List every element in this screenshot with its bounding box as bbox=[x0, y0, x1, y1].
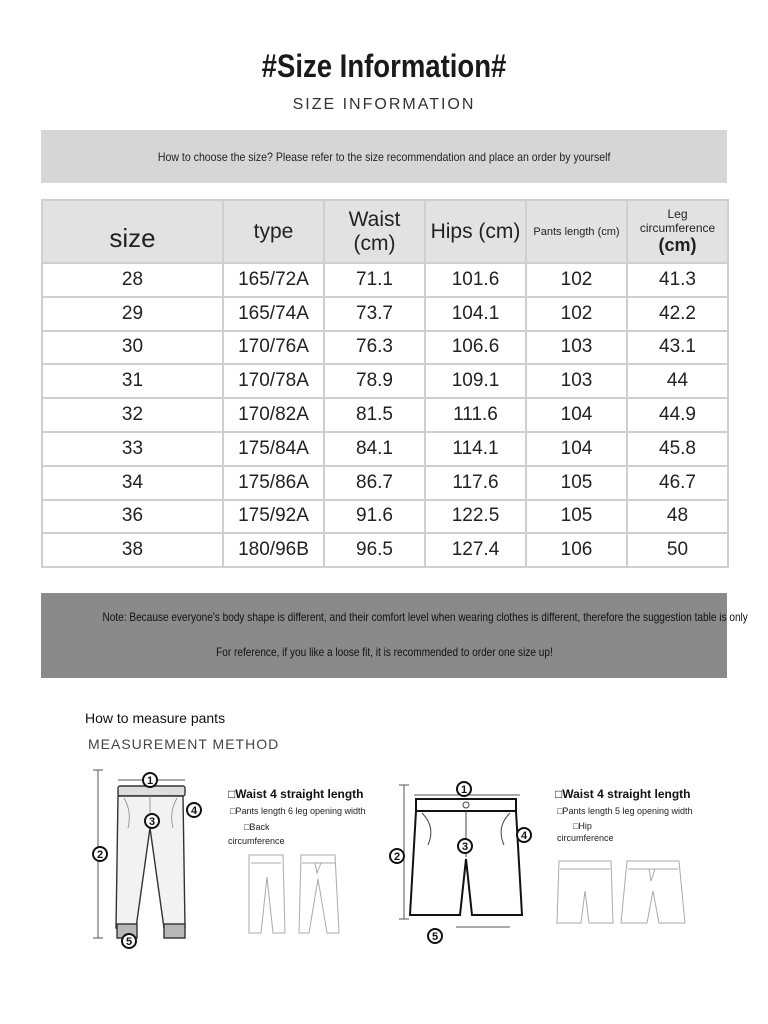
shorts-label-line4: circumference bbox=[557, 833, 614, 843]
shorts-measure-diagram bbox=[392, 783, 532, 933]
measure-method-title: MEASUREMENT METHOD bbox=[88, 736, 280, 752]
shorts-marker-3 bbox=[457, 838, 473, 854]
header-size: size bbox=[42, 200, 223, 263]
pants-label-line4: circumference bbox=[228, 836, 285, 846]
cell-hips: 127.4 bbox=[425, 533, 526, 567]
cell-hips: 104.1 bbox=[425, 297, 526, 331]
svg-text:3: 3 bbox=[148, 816, 156, 828]
cell-pants-length: 103 bbox=[526, 364, 627, 398]
cell-type: 170/82A bbox=[223, 398, 324, 432]
pants-marker-3 bbox=[144, 813, 160, 829]
cell-size: 30 bbox=[42, 331, 223, 365]
cell-type: 175/84A bbox=[223, 432, 324, 466]
cell-type: 165/74A bbox=[223, 297, 324, 331]
table-row bbox=[42, 331, 728, 365]
table-row bbox=[42, 500, 728, 534]
pants-marker-2 bbox=[92, 846, 108, 862]
cell-type: 180/96B bbox=[223, 533, 324, 567]
shorts-marker-2 bbox=[389, 848, 405, 864]
cell-size: 34 bbox=[42, 466, 223, 500]
header-leg-line3: (cm) bbox=[658, 235, 697, 255]
cell-leg: 48 bbox=[627, 500, 728, 534]
cell-waist: 76.3 bbox=[324, 331, 425, 365]
cell-hips: 122.5 bbox=[425, 500, 526, 534]
header-hips: Hips (cm) bbox=[425, 200, 526, 263]
pants-label-line3: □Back bbox=[244, 822, 270, 832]
cell-hips: 109.1 bbox=[425, 364, 526, 398]
cell-pants-length: 105 bbox=[526, 466, 627, 500]
intro-note-band bbox=[41, 130, 727, 183]
cell-type: 175/92A bbox=[223, 500, 324, 534]
cell-waist: 86.7 bbox=[324, 466, 425, 500]
cell-pants-length: 104 bbox=[526, 398, 627, 432]
cell-size: 32 bbox=[42, 398, 223, 432]
cell-pants-length: 102 bbox=[526, 297, 627, 331]
svg-text:4: 4 bbox=[190, 805, 198, 817]
cell-waist: 78.9 bbox=[324, 364, 425, 398]
svg-text:5: 5 bbox=[431, 931, 439, 943]
header-leg-line2: circumference bbox=[639, 221, 716, 235]
header-leg-line1: Leg bbox=[667, 207, 688, 221]
shorts-label-line1: □Waist 4 straight length bbox=[555, 787, 691, 801]
header-type: type bbox=[223, 200, 324, 263]
cell-waist: 81.5 bbox=[324, 398, 425, 432]
shorts-label-line2: □Pants length 5 leg opening width bbox=[557, 806, 693, 816]
cell-type: 175/86A bbox=[223, 466, 324, 500]
cell-leg: 45.8 bbox=[627, 432, 728, 466]
pants-marker-1 bbox=[142, 772, 158, 788]
cell-waist: 71.1 bbox=[324, 263, 425, 297]
pants-label-line2: □Pants length 6 leg opening width bbox=[230, 806, 366, 816]
header-pants-length: Pants length (cm) bbox=[526, 200, 627, 263]
measure-heading: How to measure pants bbox=[85, 710, 226, 726]
size-table-header-row bbox=[42, 200, 728, 263]
cell-type: 170/76A bbox=[223, 331, 324, 365]
cell-hips: 114.1 bbox=[425, 432, 526, 466]
cell-hips: 101.6 bbox=[425, 263, 526, 297]
cell-pants-length: 103 bbox=[526, 331, 627, 365]
cell-type: 170/78A bbox=[223, 364, 324, 398]
cell-type: 165/72A bbox=[223, 263, 324, 297]
shorts-marker-4 bbox=[516, 827, 532, 843]
shorts-marker-1 bbox=[456, 781, 472, 797]
cell-leg: 44.9 bbox=[627, 398, 728, 432]
cell-size: 31 bbox=[42, 364, 223, 398]
pants-marker-5 bbox=[121, 933, 137, 949]
table-row bbox=[42, 263, 728, 297]
cell-waist: 73.7 bbox=[324, 297, 425, 331]
cell-leg: 41.3 bbox=[627, 263, 728, 297]
cell-hips: 117.6 bbox=[425, 466, 526, 500]
cell-hips: 106.6 bbox=[425, 331, 526, 365]
page-title: #Size Information# bbox=[261, 48, 507, 84]
pants-small-sketches bbox=[245, 853, 345, 939]
table-row bbox=[42, 398, 728, 432]
cell-leg: 44 bbox=[627, 364, 728, 398]
cell-size: 38 bbox=[42, 533, 223, 567]
cell-waist: 91.6 bbox=[324, 500, 425, 534]
cell-pants-length: 105 bbox=[526, 500, 627, 534]
fit-note-line2: For reference, if you like a loose fit, it is recommended to order one size up! bbox=[215, 645, 553, 659]
table-row bbox=[42, 432, 728, 466]
size-table bbox=[41, 199, 729, 568]
table-row bbox=[42, 364, 728, 398]
intro-note-text: How to choose the size? Please refer to the size recommendation and place an order by yourself bbox=[157, 149, 611, 164]
cell-pants-length: 106 bbox=[526, 533, 627, 567]
svg-text:4: 4 bbox=[520, 830, 528, 842]
table-row bbox=[42, 297, 728, 331]
cell-leg: 46.7 bbox=[627, 466, 728, 500]
cell-leg: 43.1 bbox=[627, 331, 728, 365]
cell-leg: 50 bbox=[627, 533, 728, 567]
pants-marker-4 bbox=[186, 802, 202, 818]
shorts-label-line3: □Hip bbox=[573, 821, 592, 831]
header-waist: Waist (cm) bbox=[324, 200, 425, 263]
svg-text:3: 3 bbox=[461, 841, 469, 853]
cell-size: 29 bbox=[42, 297, 223, 331]
svg-text:1: 1 bbox=[146, 775, 154, 787]
cell-size: 28 bbox=[42, 263, 223, 297]
fit-note-band bbox=[41, 593, 748, 678]
header-leg-circumference bbox=[627, 200, 728, 263]
cell-hips: 111.6 bbox=[425, 398, 526, 432]
page-subtitle: SIZE INFORMATION bbox=[292, 96, 476, 113]
cell-waist: 84.1 bbox=[324, 432, 425, 466]
svg-text:2: 2 bbox=[393, 851, 401, 863]
table-row bbox=[42, 466, 728, 500]
cell-size: 36 bbox=[42, 500, 223, 534]
shorts-marker-5 bbox=[427, 928, 443, 944]
fit-note-line1: Note: Because everyone's body shape is different, and their comfort level when wearing clothes is different, therefore the suggestion table is only bbox=[102, 610, 748, 624]
shorts-small-sketches bbox=[555, 857, 690, 929]
table-row bbox=[42, 533, 728, 567]
pants-label-line1: □Waist 4 straight length bbox=[228, 787, 364, 801]
svg-text:2: 2 bbox=[96, 849, 104, 861]
cell-waist: 96.5 bbox=[324, 533, 425, 567]
cell-pants-length: 104 bbox=[526, 432, 627, 466]
svg-text:5: 5 bbox=[125, 936, 133, 948]
cell-size: 33 bbox=[42, 432, 223, 466]
svg-text:1: 1 bbox=[460, 784, 468, 796]
cell-leg: 42.2 bbox=[627, 297, 728, 331]
cell-pants-length: 102 bbox=[526, 263, 627, 297]
